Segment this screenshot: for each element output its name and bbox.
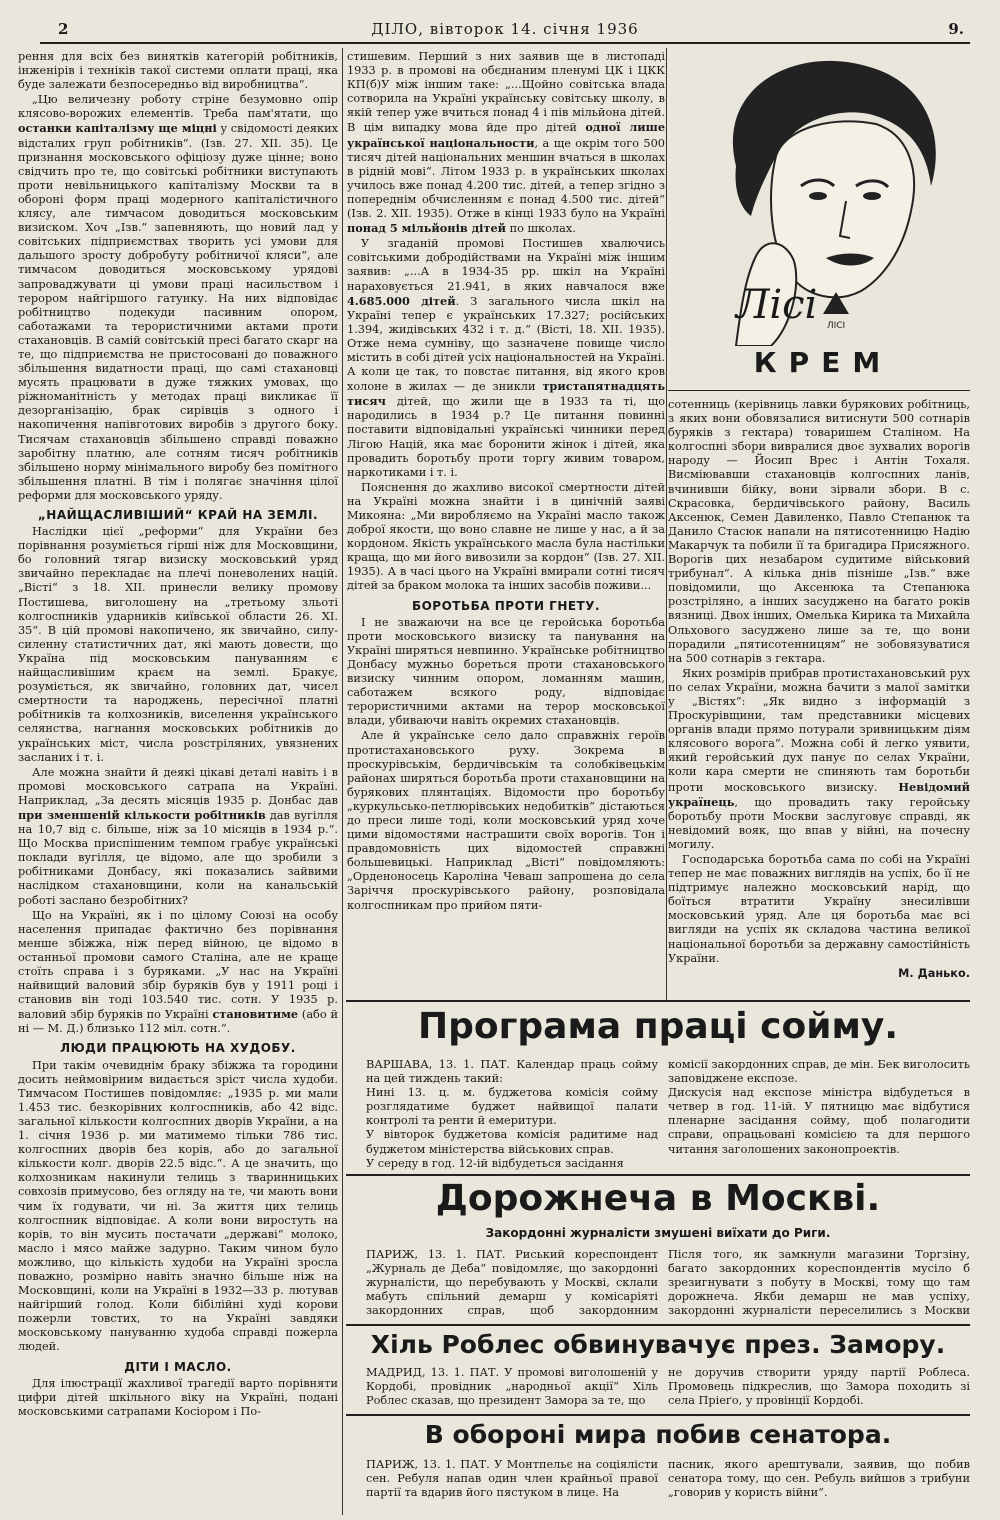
paragraph: „Цю величезну роботу стріне безумовно опір клясово-ворожих елементів. Треба пам'ятати, що останки капіталізму ще міцні у свідомості деяких відсталих груп робітників“. (Ізв. 27. XII. 35). Це признання московського офіціозу дуже цінне; воно свідчить про те, що совітські робітники виступають проти невільницького капіталізму Москви та в обороні форм праці модерного капіталістичного клясу, але тимчасом доводиться московським визиском. Хоч „Ізв.“ запевняють, що новий лад у совітських підприємствах творить усі умови для дальшого зросту добробуту робітничої кляси“, але тимчасом доводиться московському урядові запроваджувати ці умови праці насильством і терором найгіршого гатунку. На них відповідає робітництво подекуди пасивним опором, саботажами та терористичними актами проти стахановців. В самій совітській пресі багато скарг на те, що підприємства не пристосовані до поважного збільшення видатности праці, що самі стахановці мусять працювати в дуже тяжких умовах, що ріжноманітність у методах праці викликає її дезорганізацію, брак сирівців з одного і накопичення напівготових виробів з другого боку. Тисячам стахановців збільшено справді поважно заробітну платню, але сотням тисяч робітників збільшено норму мінімального виробу без помітного збільшення платні. В тім і полягає значіння цілої реформи для московського уряду.: [18, 93, 338, 502]
paragraph: Але й українське село дало справжніх героїв протистахановського руху. Зокрема в проскурівськім, бердичівськім та солобківецькім районах ширяться боротьба проти стахановщини на бурякових плянтаціях. Відомости про боротьбу „куркульсько-петлюрівських недобитків“ дістаються до преси лише тоді, коли московський уряд хоче цими відомостями настрашити своїх ворогів. Тон і правдомовність цих відомостей справжні большевицькі. Наприклад „Вісті“ повідомляють: „Орденоносець Кароліна Чеваш запрошена до села Заріччя проскурівського району, розповідала колгоспникам про прийом пяти-: [347, 729, 665, 912]
paragraph: рення для всіх без винятків категорій робітників, інженірів і техніків такої системи оплати праці, яка буде залежати безпосередньо від виробництва“.: [18, 50, 338, 92]
story-headline: Хіль Роблес обвинувачує през. Замору.: [370, 1330, 946, 1359]
story-rule: [346, 1324, 970, 1326]
paragraph: Але можна знайти й деякі цікаві деталі навіть і в промові московського сатрапа на Україні. Наприклад, „За десять місяців 1935 р. Донбас дав при зменшеній кількости робітників дав вугілля на 10,7 від с. більше, ніж за 10 місяців в 1934 р.“. Що Москва приспішеним темпом грабує українські поклади вугілля, це відомо, але що зробили з робітниками Донбасу, які показались зайвими наслідком стахановщини, коли на канальській роботі заслано безробітних?: [18, 765, 338, 907]
svg-text:ЛІСІ: ЛІСІ: [826, 321, 846, 331]
right-mark: 9.: [948, 20, 964, 38]
paragraph: Наслідки цієї „реформи“ для України без порівнання розуміється гірші ніж для Московщини, бо головний тягар визиску московський уряд звичайно перекладає на плечі поневолених націй. „Вісті“ з 18. XII. принесли велику промову Постишева, виголошену на „третьому зльоті колгоспників ударників київської области 26. XI. 35“. В цій промові накопичено, як звичайно, силу-силенну статистичних дат, які мають довести, що Україна під московським пануванням є найщасливішим краєм на землі. Бракує, розуміється, як звичайно, головних дат, чисел смертности та народжень, пересічної платні робітників та колхозників, виселення українського селянства, нагнання московських робітників до українських міст, числа розстріляних, увязнених засланих і т. і.: [18, 525, 338, 764]
paragraph: При такім очевиднім браку збіжжа та городини досить неймовірним видається зріст числа худоби. Тимчасом Постишев повідомляє: „1935 р. ми мали 1.453 тис. безкорівних колгоспників, або 42 відс. загальної кількости колгоспних дворів України, а на 1. січня 1936 р. ми матимемо тільки 786 тис. колгоспних дворів без корів, або до загальної кількости колг. дворів 22.5 відс.“. А це значить, що колхозникам накинули телиць з тваринницьких совхозів примусово, без огляду на те, чи мають вони чим їх годувати, чи ні. За життя цих телиць колгоспник відповідає. А коли вони виростуть на корів, то він мусить постачати „державі“ молоко, масло і мясо майже задурно. Таким чином було можливо, що кількість худоби на Україні зросла поважно, розмірно навіть значно більше ніж на Московщині, коли на Україні в 1932—33 р. лютував найгірший голод. Коли бібілійні худі корови пожерли товстих, то на Україні завдяки московському пануванню худоба справді пожерла людей.: [18, 1058, 338, 1354]
story-right-column: Після того, як замкнули магазини Торгзіну, багато закордонних кореспондентів мусіло б зрезигнувати з побуту в Москві, тому що там дорожнеча. Якби демарш не мав успіху, закордонні журналісти переселились з Москви: [668, 1248, 970, 1318]
paragraph: І не зважаючи на все це геройська боротьба проти московського визиску та панування на Україні ширяться невпинно. Українське робітництво Донбасу мужньо бореться проти стахановського визиску чинним опором, ломанням машин, саботажем всякого роду, відповідає терористичними актами на терор московської влади, убиваючи навіть окремих стахановців.: [347, 615, 665, 728]
column-right: [668, 398, 970, 998]
column-left: [18, 50, 338, 1515]
story-left-column: МАДРИД, 13. 1. ПАТ. У промові виголошеній у Кордобі, провідник „народньої акції“ Хіль Роблес сказав, що президент Замора за те, що: [366, 1366, 658, 1408]
column-rule: [342, 48, 343, 1000]
column-rule: [342, 1000, 343, 1515]
column-rule: [666, 48, 667, 1000]
section-heading: ЛЮДИ ПРАЦЮЮТЬ НА ХУДОБУ.: [60, 1041, 296, 1056]
section-heading: ДІТИ І МАСЛО.: [124, 1359, 232, 1374]
product-name: КРЕМ: [753, 346, 893, 379]
story-right-column: пасник, якого арештували, заявив, що побив сенатора тому, що сен. Ребуль вийшов з трибуни „говорив у користь війни“.: [668, 1458, 970, 1500]
paragraph: Для ілюстрації жахливої трагедії варто порівняти цифри дітей шкільного віку на Україні, подані московськими сатрапами Косіором і По-: [18, 1376, 338, 1418]
column-middle: [347, 50, 665, 1000]
newspaper-title: ДІЛО, вівторок 14. січня 1936: [371, 20, 639, 38]
paragraph: Що на Україні, як і по цілому Союзі на особу населення припадає фактично без порівнання менше збіжжа, ніж перед війною, це відомо в останньої промови самого Сталіна, але не краще стоїть справа і з буряками. „У нас на Україні найвищий валовий збір буряків був у 1911 році і становив він тоді 103.540 тис. сотн. У 1935 р. валовий збір буряків по Україні становитиме (або й ні — М. Д.) близько 112 міл. сотн.“.: [18, 908, 338, 1036]
story-rule: [346, 1174, 970, 1176]
ad-rule: [668, 390, 970, 391]
paragraph: сотенниць (керівниць лавки бурякових робітниць, з яких вони обовязалися витиснути 500 сотнарів буряків з гектара) товаришем Сталіном. На колгоспні збори вивралися двоє зухвалих ворогів народу — Йосип Врес і Антін Тохаля. Висміювавши стахановців колгоспних ланів, вчинивши бійку, вони зірвали збори. В с. Скрасовка, бердичівського району, Василь Аксенюк, Семен Давиленко, Павло Степанюк та Данило Стасюк напали на пятисотенницю Надію Макарчук та побили її та бригадира Присяжного. Ворогів цих незабаром судитиме військовий трибунал“. А кілька днів пізніше „Ізв.“ вже повідомили, що Аксенюка та Степанюка розстріляно, а інших засуджено на багато років вязниці. Двох інших, Омелька Кирика та Михайла Ольхового засуджено лише за те, що вони порадили „пятисотенницям“ не зобовязуватися на 500 сотнарів з гектара.: [668, 398, 970, 665]
story-right-column: комісії закордонних справ, де мін. Бек виголосить заповіджене експозе. Дискусія над експозе міністра відбудеться в четвер в год. 11-ій. У пятницю має відбутися пленарне засідання сойму, щоб полагодити справи, опрацьовані комісією та для першого читання заголошених законопроектів.: [668, 1058, 970, 1156]
brand-script: Лісі: [736, 282, 818, 328]
story-headline: В обороні мира побив сенатора.: [424, 1420, 892, 1449]
story-rule: [346, 1000, 970, 1002]
page-number: 2: [58, 20, 69, 38]
section-heading: БОРОТЬБА ПРОТИ ГНЕТУ.: [411, 598, 601, 613]
story-left-column: ПАРИЖ, 13. 1. ПАТ. Риський кореспондент „Журналь де Деба“ повідомляє, що закордонні журналісти, що перебувають у Москві, склали мабуть спільний демарш у комісаріяті закордонних справ, щоб закордонним: [366, 1248, 658, 1318]
woman-face-illustration: [676, 46, 970, 346]
masthead: [40, 20, 970, 44]
story-left-column: ПАРИЖ, 13. 1. ПАТ. У Монтпельє на соціялісти сен. Ребуля напав один член крайньої правої партії та вдарив його пястуком в лице. На: [366, 1458, 658, 1500]
story-subhead: Закордонні журналісти змушені виїхати до Риги.: [485, 1226, 831, 1240]
section-heading: „НАЙЩАСЛИВІШИЙ“ КРАЙ НА ЗЕМЛІ.: [37, 508, 319, 522]
story-right-column: не доручив створити уряду партії Роблеса. Промовець підкреслив, що Замора походить зі села Пріеґо, у провінції Кордобі.: [668, 1366, 970, 1408]
author-signature: М. Данько.: [898, 966, 970, 980]
story-rule: [346, 1414, 970, 1416]
story-headline: Дорожнеча в Москві.: [435, 1178, 881, 1219]
paragraph: Пояснення до жахливо високої смертности дітей на Україні можна знайти і в цинічній заяві Микояна: „Ми виробляємо на Україні масло також доброї якости, що воно славне не лише у нас, а й за кордоном. Якість українського масла була настільки краща, що ми його вивозили за кордон“ (Ізв. 27. XII. 1935). А в часі цього на Україні вмирали сотні тисяч дітей за браком молока та інших засобів поживи...: [347, 480, 665, 593]
paragraph: Яких розмірів прибрав протистахановський рух по селах України, можна бачити з малої замітки у „Вістях“: „Як видно з інформацій з Проскурівщини, там представники місцевих органів влади прямо потурали зривницьким діям клясового ворога“. Можна собі й легко уявити, який геройський дух панує по селах України, коли кара смерти не спиняють там боротьби проти московського визиску. Невідомий українець, що провадить таку геройську боротьбу проти Москви заслуговує справді, як невідомий вояк, що впав у війні, на почесну могилу.: [668, 666, 970, 851]
paragraph: У згаданій промові Постишев хвалючись совітськими добродійствами на Україні між іншим заявив: „...А в 1934-35 рр. шкіл на Україні нараховується 21.941, в яких навчалося вже 4.685.000 дітей. З загального числа шкіл на Україні тепер є українських 17.327; російських 1.394, жидівських 432 і т. д.“ (Вісті, 18. XII. 1935). Отже нема сумніву, що зазначене повище число містить в собі дітей усіх національностей на Україні. А коли це так, то повстає питання, від якого кров холоне в жилах — де зникли тристапятнадцять тисяч дітей, що жили ще в 1933 та ті, що народились в 1934 р.? Це питання повинні поставити відповідальні українські чинники перед Лігою Націй, яка має боронити жінок і дітей, яка провадить боротьбу проти торгу живим товаром, наркотиками і т. і.: [347, 237, 665, 479]
story-left-column: ВАРШАВА, 13. 1. ПАТ. Календар праць сойму на цей тиждень такий: Нині 13. ц. м. буджетова комісія сойму розглядатиме буджет найвищої палати контролі та ренти й емеритури. У вівторок буджетова комісія радитиме над буджетом міністерства військових справ. У середу в год. 12-ій відбудеться засідання: [366, 1058, 658, 1170]
paragraph: стишевим. Перший з них заявив ще в листопаді 1933 р. в промові на обєднаним пленумі ЦК і ЦКК КП(б)У між іншим таке: „...Щойно совітська влада сотворила на Україні українську совітську школу, в якій тепер уже вчиться понад 4 і пів мільйона дітей. В цім випадку мова йде про дітей одної лише української національности, а ще окрім того 500 тисяч дітей національних меншин вчаться в школах в рідній мові“. Літом 1933 р. в українських школах училось вже понад 4.200 тис. дітей, а тепер згідно з попереднім обчисленням є понад 4.500 тис. дітей“ (Ізв. 2. XII. 1935). Отже в кінці 1933 було на Україні понад 5 мільйонів дітей по школах.: [347, 50, 665, 236]
story-headline: Програма праці сойму.: [417, 1006, 899, 1047]
paragraph: Господарська боротьба сама по собі на Україні тепер не має поважних виглядів на успіх, бо її не підтримує належно московський нарід, що боїться втратити Україну знесилівши московський уряд. Але ця боротьба має всі вигляди на успіх як складова частина великої національної боротьби за державну самостійність України.: [668, 853, 970, 965]
cream-advertisement: [676, 46, 970, 386]
